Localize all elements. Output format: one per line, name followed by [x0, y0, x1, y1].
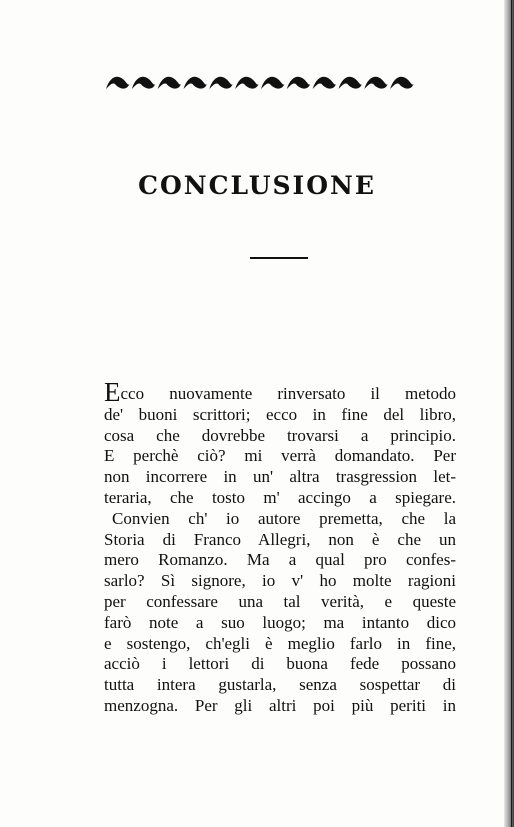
text-line: cosa che dovrebbe trovarsi a principio.: [104, 425, 456, 445]
ornament-wave: [209, 77, 232, 89]
decorative-ornament-band: [104, 70, 414, 96]
ornament-wave: [390, 77, 414, 89]
ornament-wave: [364, 77, 388, 89]
drop-cap: E: [104, 377, 121, 407]
text-line: farò note a suo luogo; ma intanto dico: [104, 612, 456, 632]
title-rule: [250, 257, 308, 259]
text-line: mero Romanzo. Ma a qual pro confes-: [104, 550, 456, 570]
text-line: e sostengo, ch'egli è meglio farlo in fine,: [104, 633, 456, 653]
text-line: Storia di Franco Allegri, non è che un: [104, 529, 456, 549]
text-line: sarlo? Sì signore, io v' ho molte ragioni: [104, 571, 456, 591]
text-line: de' buoni scrittori; ecco in fine del libro,: [104, 404, 456, 424]
page-edge-line: [511, 0, 512, 827]
body-text: [104, 377, 456, 717]
ornament-wave: [287, 77, 311, 89]
page-binding-shadow: [504, 0, 514, 827]
ornament-wave: [235, 77, 259, 89]
text-line: acciò i lettori di buona fede possano: [104, 654, 456, 674]
ornament-wave: [261, 77, 285, 89]
text-line: E perchè ciò? mi verrà domandato. Per: [104, 446, 456, 466]
text-line: tutta intera gustarla, senza sospettar di: [104, 675, 456, 695]
ornament-wave: [132, 77, 156, 89]
text-line-rest: cco nuovamente rinversato il metodo: [120, 384, 456, 403]
ornament-wave: [158, 77, 181, 89]
ornament-wave: [184, 77, 208, 89]
ornament-wave: [339, 77, 363, 89]
text-line: menzogna. Per gli altri poi più periti in: [104, 695, 456, 715]
ornament-wave: [106, 77, 130, 89]
text-line: Convien ch' io autore premetta, che la: [112, 508, 456, 528]
ornament-wave: [313, 77, 337, 89]
text-line: non incorrere in un' altra trasgression let-: [104, 467, 456, 487]
text-line: teraria, che tosto m' accingo a spiegare.: [104, 487, 456, 507]
chapter-title: CONCLUSIONE: [138, 171, 376, 200]
text-line: per confessare una tal verità, e queste: [104, 591, 456, 611]
text-line: [104, 377, 456, 407]
